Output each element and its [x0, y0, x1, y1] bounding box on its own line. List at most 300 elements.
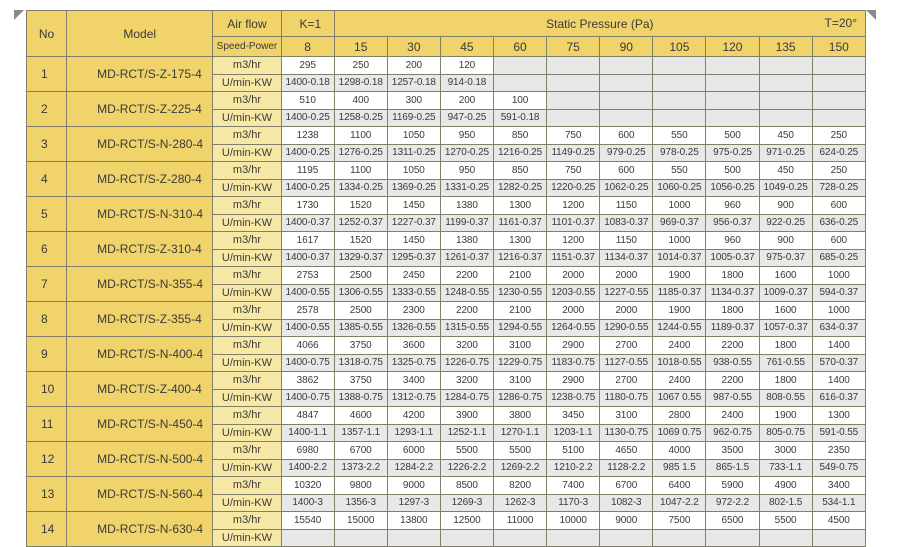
- speed-power-value: 1216-0.37: [493, 249, 546, 267]
- speed-power-value: [600, 109, 653, 127]
- speed-power-value: [706, 74, 759, 92]
- speed-power-value: 1229-0.75: [493, 354, 546, 372]
- airflow-value: 1238: [281, 127, 334, 145]
- airflow-value: 10000: [547, 512, 600, 530]
- speed-power-value: 1049-0.25: [759, 179, 812, 197]
- model-number: 9: [27, 337, 67, 372]
- model-number: 1: [27, 57, 67, 92]
- speed-power-value: 971-0.25: [759, 144, 812, 162]
- fan-performance-table: [26, 10, 866, 547]
- speed-power-value: 802-1.5: [759, 494, 812, 512]
- speed-power-value: 1334-0.25: [334, 179, 387, 197]
- airflow-value: 15540: [281, 512, 334, 530]
- model-number: 5: [27, 197, 67, 232]
- speed-power-value: 1170-3: [547, 494, 600, 512]
- airflow-value: 9800: [334, 477, 387, 495]
- airflow-value: 2400: [653, 372, 706, 390]
- airflow-value: 2700: [600, 372, 653, 390]
- pressure-column-header: 8: [281, 37, 334, 57]
- speed-power-value: 1326-0.55: [387, 319, 440, 337]
- speed-power-value: [547, 109, 600, 127]
- speed-power-value: 1082-3: [600, 494, 653, 512]
- airflow-value: 450: [759, 162, 812, 180]
- airflow-value: 960: [706, 197, 759, 215]
- airflow-value: 6700: [600, 477, 653, 495]
- table-row: [27, 512, 866, 530]
- model-name: MD-RCT/S-Z-400-4: [67, 372, 213, 407]
- speed-power-value: 1400-0.37: [281, 249, 334, 267]
- speed-power-value: 1149-0.25: [547, 144, 600, 162]
- speed-power-value: 938-0.55: [706, 354, 759, 372]
- model-number: 2: [27, 92, 67, 127]
- airflow-value: 4500: [812, 512, 865, 530]
- speed-power-value: [387, 529, 440, 547]
- airflow-value: 2753: [281, 267, 334, 285]
- speed-power-value: 1357-1.1: [334, 424, 387, 442]
- speed-power-value: 591-0.55: [812, 424, 865, 442]
- airflow-value: 400: [334, 92, 387, 110]
- speed-power-value: 1056-0.25: [706, 179, 759, 197]
- speed-power-value: 634-0.37: [812, 319, 865, 337]
- airflow-value: 3100: [600, 407, 653, 425]
- airflow-value: 120: [440, 57, 493, 75]
- airflow-value: 3750: [334, 372, 387, 390]
- speed-power-value: 1284-2.2: [387, 459, 440, 477]
- speed-power-value: 1400-0.75: [281, 389, 334, 407]
- airflow-value: [600, 92, 653, 110]
- speed-power-value: 1290-0.55: [600, 319, 653, 337]
- airflow-value: 3500: [706, 442, 759, 460]
- corner-decoration-left: [14, 10, 24, 20]
- airflow-value: 250: [812, 127, 865, 145]
- speed-power-value: 1009-0.37: [759, 284, 812, 302]
- airflow-value: 1000: [812, 302, 865, 320]
- temperature-label: T=20°: [824, 16, 857, 30]
- airflow-value: 1730: [281, 197, 334, 215]
- speed-power-value: 1203-0.55: [547, 284, 600, 302]
- airflow-value: 9000: [600, 512, 653, 530]
- speed-power-value: 1325-0.75: [387, 354, 440, 372]
- speed-power-value: 1270-1.1: [493, 424, 546, 442]
- airflow-value: 4200: [387, 407, 440, 425]
- no-header: No: [27, 11, 67, 57]
- speed-power-value: [493, 74, 546, 92]
- airflow-value: 550: [653, 162, 706, 180]
- model-name: MD-RCT/S-N-500-4: [67, 442, 213, 477]
- table-row: [27, 197, 866, 215]
- speed-power-value: 1369-0.25: [387, 179, 440, 197]
- airflow-value: 2300: [387, 302, 440, 320]
- speed-power-value: 962-0.75: [706, 424, 759, 442]
- unit-rpm-label: U/min-KW: [213, 354, 281, 372]
- airflow-header: Air flow: [213, 11, 281, 37]
- speed-power-value: 1400-0.55: [281, 284, 334, 302]
- airflow-value: [547, 92, 600, 110]
- speed-power-value: 1356-3: [334, 494, 387, 512]
- speed-power-value: 1400-0.25: [281, 109, 334, 127]
- speed-power-value: 1062-0.25: [600, 179, 653, 197]
- airflow-value: 5500: [493, 442, 546, 460]
- airflow-value: 6500: [706, 512, 759, 530]
- unit-rpm-label: U/min-KW: [213, 494, 281, 512]
- unit-flow-label: m3/hr: [213, 92, 281, 110]
- airflow-value: 1520: [334, 232, 387, 250]
- model-number: 11: [27, 407, 67, 442]
- airflow-value: 1200: [547, 232, 600, 250]
- unit-rpm-label: U/min-KW: [213, 424, 281, 442]
- speed-power-value: 956-0.37: [706, 214, 759, 232]
- airflow-value: 550: [653, 127, 706, 145]
- speed-power-value: 728-0.25: [812, 179, 865, 197]
- table-row: [27, 302, 866, 320]
- speed-power-value: 549-0.75: [812, 459, 865, 477]
- airflow-value: 950: [440, 127, 493, 145]
- speed-power-value: 1018-0.55: [653, 354, 706, 372]
- speed-power-header: Speed-Power: [213, 37, 281, 57]
- speed-power-value: 594-0.37: [812, 284, 865, 302]
- airflow-value: 2000: [547, 302, 600, 320]
- unit-rpm-label: U/min-KW: [213, 284, 281, 302]
- speed-power-value: [600, 74, 653, 92]
- speed-power-value: 1083-0.37: [600, 214, 653, 232]
- airflow-value: 1450: [387, 232, 440, 250]
- speed-power-value: 636-0.25: [812, 214, 865, 232]
- airflow-value: 8200: [493, 477, 546, 495]
- speed-power-value: [812, 74, 865, 92]
- airflow-value: [653, 57, 706, 75]
- speed-power-value: 1210-2.2: [547, 459, 600, 477]
- pressure-column-header: 45: [440, 37, 493, 57]
- speed-power-value: 1230-0.55: [493, 284, 546, 302]
- speed-power-value: 947-0.25: [440, 109, 493, 127]
- speed-power-value: 1238-0.75: [547, 389, 600, 407]
- speed-power-value: 1252-0.37: [334, 214, 387, 232]
- airflow-value: 950: [440, 162, 493, 180]
- speed-power-value: 1400-2.2: [281, 459, 334, 477]
- pressure-column-header: 90: [600, 37, 653, 57]
- model-name: MD-RCT/S-Z-280-4: [67, 162, 213, 197]
- speed-power-value: 1297-3: [387, 494, 440, 512]
- airflow-value: 2200: [440, 302, 493, 320]
- airflow-value: 2000: [600, 302, 653, 320]
- model-name: MD-RCT/S-N-400-4: [67, 337, 213, 372]
- speed-power-value: 1333-0.55: [387, 284, 440, 302]
- unit-flow-label: m3/hr: [213, 442, 281, 460]
- airflow-value: 4600: [334, 407, 387, 425]
- airflow-value: 1000: [653, 197, 706, 215]
- speed-power-value: 1127-0.55: [600, 354, 653, 372]
- airflow-value: 1150: [600, 197, 653, 215]
- airflow-value: 1400: [812, 337, 865, 355]
- speed-power-value: 1400-3: [281, 494, 334, 512]
- corner-decoration-right: [866, 10, 876, 20]
- airflow-value: 3450: [547, 407, 600, 425]
- pressure-column-header: 135: [759, 37, 812, 57]
- speed-power-value: [440, 529, 493, 547]
- speed-power-value: [493, 529, 546, 547]
- airflow-value: 1450: [387, 197, 440, 215]
- speed-power-value: 1312-0.75: [387, 389, 440, 407]
- speed-power-value: 1282-0.25: [493, 179, 546, 197]
- unit-flow-label: m3/hr: [213, 267, 281, 285]
- unit-flow-label: m3/hr: [213, 232, 281, 250]
- speed-power-value: 1180-0.75: [600, 389, 653, 407]
- speed-power-value: 914-0.18: [440, 74, 493, 92]
- airflow-value: 1380: [440, 197, 493, 215]
- speed-power-value: [706, 109, 759, 127]
- airflow-value: 7400: [547, 477, 600, 495]
- airflow-value: 3100: [493, 337, 546, 355]
- airflow-value: 900: [759, 232, 812, 250]
- airflow-value: [759, 92, 812, 110]
- speed-power-value: 1264-0.55: [547, 319, 600, 337]
- airflow-value: 1800: [759, 337, 812, 355]
- speed-power-value: 1400-0.55: [281, 319, 334, 337]
- airflow-value: 600: [812, 232, 865, 250]
- model-number: 13: [27, 477, 67, 512]
- speed-power-value: 1005-0.37: [706, 249, 759, 267]
- speed-power-value: 1294-0.55: [493, 319, 546, 337]
- unit-rpm-label: U/min-KW: [213, 529, 281, 547]
- airflow-value: [653, 92, 706, 110]
- speed-power-value: [653, 74, 706, 92]
- speed-power-value: 685-0.25: [812, 249, 865, 267]
- speed-power-value: 1311-0.25: [387, 144, 440, 162]
- airflow-value: 1800: [706, 302, 759, 320]
- speed-power-value: 1060-0.25: [653, 179, 706, 197]
- pressure-column-header: 30: [387, 37, 440, 57]
- airflow-value: 2200: [706, 337, 759, 355]
- airflow-value: 2500: [334, 267, 387, 285]
- airflow-value: 1100: [334, 127, 387, 145]
- table-body: [27, 57, 866, 547]
- speed-power-value: 1183-0.75: [547, 354, 600, 372]
- model-name: MD-RCT/S-N-280-4: [67, 127, 213, 162]
- airflow-value: [759, 57, 812, 75]
- speed-power-value: 1331-0.25: [440, 179, 493, 197]
- model-name: MD-RCT/S-Z-225-4: [67, 92, 213, 127]
- speed-power-value: 1069 0.75: [653, 424, 706, 442]
- airflow-value: 1600: [759, 302, 812, 320]
- model-number: 10: [27, 372, 67, 407]
- airflow-value: 200: [440, 92, 493, 110]
- model-name: MD-RCT/S-N-560-4: [67, 477, 213, 512]
- unit-flow-label: m3/hr: [213, 477, 281, 495]
- airflow-value: 1380: [440, 232, 493, 250]
- airflow-value: 250: [812, 162, 865, 180]
- airflow-value: 1800: [759, 372, 812, 390]
- airflow-value: 750: [547, 127, 600, 145]
- airflow-value: 1600: [759, 267, 812, 285]
- unit-rpm-label: U/min-KW: [213, 144, 281, 162]
- speed-power-value: 1400-0.18: [281, 74, 334, 92]
- speed-power-value: 1257-0.18: [387, 74, 440, 92]
- model-number: 14: [27, 512, 67, 547]
- airflow-value: 2800: [653, 407, 706, 425]
- airflow-value: 2200: [440, 267, 493, 285]
- speed-power-value: 975-0.25: [706, 144, 759, 162]
- speed-power-value: 1276-0.25: [334, 144, 387, 162]
- speed-power-value: 761-0.55: [759, 354, 812, 372]
- airflow-value: 15000: [334, 512, 387, 530]
- airflow-value: 1900: [759, 407, 812, 425]
- airflow-value: 2900: [547, 337, 600, 355]
- speed-power-value: 1047-2.2: [653, 494, 706, 512]
- airflow-value: [812, 92, 865, 110]
- speed-power-value: [547, 74, 600, 92]
- speed-power-value: 1329-0.37: [334, 249, 387, 267]
- model-name: MD-RCT/S-N-630-4: [67, 512, 213, 547]
- airflow-value: 1100: [334, 162, 387, 180]
- airflow-value: 3200: [440, 337, 493, 355]
- airflow-value: 2000: [547, 267, 600, 285]
- unit-rpm-label: U/min-KW: [213, 459, 281, 477]
- unit-rpm-label: U/min-KW: [213, 214, 281, 232]
- speed-power-value: 591-0.18: [493, 109, 546, 127]
- speed-power-value: 808-0.55: [759, 389, 812, 407]
- speed-power-value: 534-1.1: [812, 494, 865, 512]
- speed-power-value: 1262-3: [493, 494, 546, 512]
- unit-flow-label: m3/hr: [213, 127, 281, 145]
- speed-power-value: [547, 529, 600, 547]
- airflow-value: [706, 92, 759, 110]
- airflow-value: 2700: [600, 337, 653, 355]
- speed-power-value: 1252-1.1: [440, 424, 493, 442]
- speed-power-value: [600, 529, 653, 547]
- airflow-value: 4900: [759, 477, 812, 495]
- airflow-value: 600: [600, 127, 653, 145]
- speed-power-value: 1295-0.37: [387, 249, 440, 267]
- speed-power-value: 1057-0.37: [759, 319, 812, 337]
- airflow-value: 1300: [812, 407, 865, 425]
- airflow-value: 1900: [653, 267, 706, 285]
- speed-power-value: 1067 0.55: [653, 389, 706, 407]
- table-row: [27, 407, 866, 425]
- airflow-value: [547, 57, 600, 75]
- k-factor-label: K=1: [281, 11, 334, 37]
- airflow-value: 1200: [547, 197, 600, 215]
- airflow-value: 6700: [334, 442, 387, 460]
- speed-power-value: 570-0.37: [812, 354, 865, 372]
- airflow-value: 5100: [547, 442, 600, 460]
- airflow-value: 3800: [493, 407, 546, 425]
- pressure-column-header: 105: [653, 37, 706, 57]
- unit-flow-label: m3/hr: [213, 512, 281, 530]
- airflow-value: 600: [600, 162, 653, 180]
- pressure-column-header: 75: [547, 37, 600, 57]
- airflow-value: 2450: [387, 267, 440, 285]
- airflow-value: 1050: [387, 127, 440, 145]
- airflow-value: 3100: [493, 372, 546, 390]
- speed-power-value: 1388-0.75: [334, 389, 387, 407]
- model-name: MD-RCT/S-Z-175-4: [67, 57, 213, 92]
- model-name: MD-RCT/S-Z-355-4: [67, 302, 213, 337]
- model-number: 3: [27, 127, 67, 162]
- speed-power-value: 1400-0.25: [281, 144, 334, 162]
- speed-power-value: 1130-0.75: [600, 424, 653, 442]
- static-pressure-label: Static Pressure (Pa): [546, 16, 654, 31]
- speed-power-value: 978-0.25: [653, 144, 706, 162]
- speed-power-value: 1306-0.55: [334, 284, 387, 302]
- speed-power-value: 1203-1.1: [547, 424, 600, 442]
- airflow-value: 600: [812, 197, 865, 215]
- speed-power-value: 1284-0.75: [440, 389, 493, 407]
- speed-power-value: 979-0.25: [600, 144, 653, 162]
- pressure-column-header: 120: [706, 37, 759, 57]
- airflow-value: 1900: [653, 302, 706, 320]
- speed-power-value: 1258-0.25: [334, 109, 387, 127]
- airflow-value: 750: [547, 162, 600, 180]
- unit-flow-label: m3/hr: [213, 57, 281, 75]
- unit-flow-label: m3/hr: [213, 337, 281, 355]
- speed-power-value: 972-2.2: [706, 494, 759, 512]
- airflow-value: 1050: [387, 162, 440, 180]
- speed-power-value: 1101-0.37: [547, 214, 600, 232]
- model-header: Model: [67, 11, 213, 57]
- speed-power-value: 1128-2.2: [600, 459, 653, 477]
- airflow-value: 2900: [547, 372, 600, 390]
- speed-power-value: 1269-2.2: [493, 459, 546, 477]
- table-row: [27, 92, 866, 110]
- airflow-value: 1150: [600, 232, 653, 250]
- airflow-value: 200: [387, 57, 440, 75]
- airflow-value: 1800: [706, 267, 759, 285]
- airflow-value: 6980: [281, 442, 334, 460]
- airflow-value: 3862: [281, 372, 334, 390]
- speed-power-value: [759, 109, 812, 127]
- speed-power-value: [812, 529, 865, 547]
- airflow-value: 5900: [706, 477, 759, 495]
- airflow-value: 5500: [440, 442, 493, 460]
- speed-power-value: 1169-0.25: [387, 109, 440, 127]
- airflow-value: 2500: [334, 302, 387, 320]
- speed-power-value: 1261-0.37: [440, 249, 493, 267]
- airflow-value: 1195: [281, 162, 334, 180]
- unit-rpm-label: U/min-KW: [213, 179, 281, 197]
- table-row: [27, 232, 866, 250]
- airflow-value: 1617: [281, 232, 334, 250]
- speed-power-value: 1216-0.25: [493, 144, 546, 162]
- model-number: 7: [27, 267, 67, 302]
- speed-power-value: 1189-0.37: [706, 319, 759, 337]
- airflow-value: 4650: [600, 442, 653, 460]
- speed-power-value: 1315-0.55: [440, 319, 493, 337]
- model-number: 8: [27, 302, 67, 337]
- unit-flow-label: m3/hr: [213, 407, 281, 425]
- speed-power-value: 969-0.37: [653, 214, 706, 232]
- airflow-value: 450: [759, 127, 812, 145]
- speed-power-value: [334, 529, 387, 547]
- unit-rpm-label: U/min-KW: [213, 109, 281, 127]
- speed-power-value: 1400-1.1: [281, 424, 334, 442]
- airflow-value: 1300: [493, 232, 546, 250]
- static-pressure-header: [334, 11, 865, 37]
- speed-power-value: 1226-0.75: [440, 354, 493, 372]
- speed-power-value: 805-0.75: [759, 424, 812, 442]
- pressure-column-header: 60: [493, 37, 546, 57]
- airflow-value: 2578: [281, 302, 334, 320]
- airflow-value: [706, 57, 759, 75]
- airflow-value: 2100: [493, 302, 546, 320]
- airflow-value: 3400: [812, 477, 865, 495]
- speed-power-value: [759, 74, 812, 92]
- speed-power-value: 1220-0.25: [547, 179, 600, 197]
- airflow-value: 500: [706, 162, 759, 180]
- unit-flow-label: m3/hr: [213, 302, 281, 320]
- model-name: MD-RCT/S-Z-310-4: [67, 232, 213, 267]
- airflow-value: 3600: [387, 337, 440, 355]
- airflow-value: 500: [706, 127, 759, 145]
